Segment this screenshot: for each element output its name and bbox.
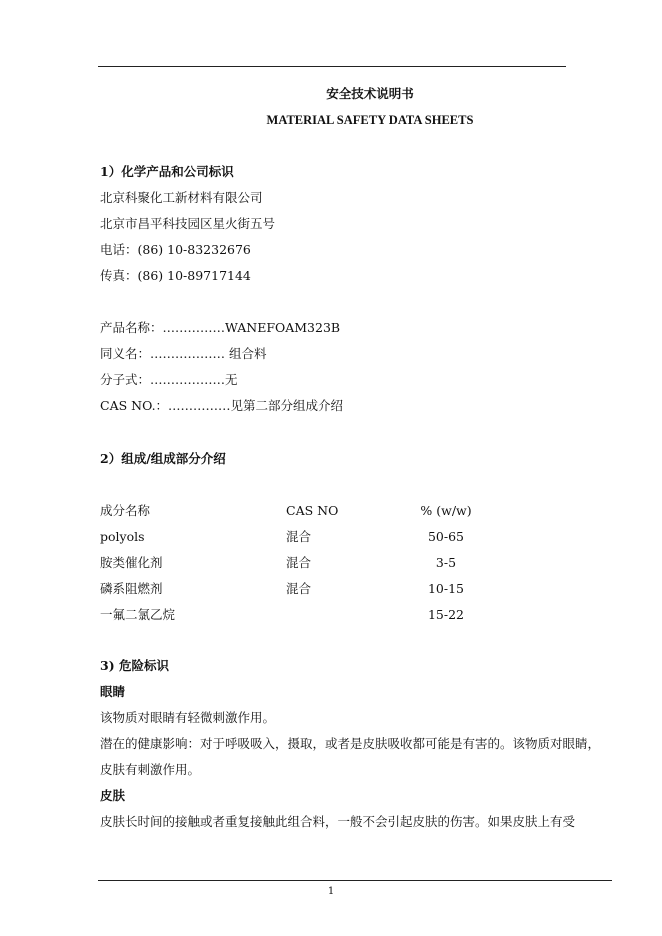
product-cas-no: CAS NO.：……………见第二部分组成介绍 (100, 398, 344, 413)
table-cell: 3-5 (435, 555, 457, 570)
company-phone: 电话：(86) 10-83232676 (100, 242, 251, 257)
product-formula: 分子式：………………无 (100, 372, 238, 387)
document-title-cn: 安全技术说明书 (326, 86, 414, 101)
company-name: 北京科聚化工新材料有限公司 (100, 190, 263, 205)
section-1-heading: 1）化学产品和公司标识 (100, 164, 234, 179)
header-rule (98, 66, 566, 67)
company-address: 北京市昌平科技园区星火街五号 (100, 216, 276, 231)
skin-paragraph: 皮肤长时间的接触或者重复接触此组合料，一般不会引起皮肤的伤害。如果皮肤上有受 (100, 814, 576, 829)
table-cell: 磷系阻燃剂 (100, 581, 163, 596)
table-cell: 50-65 (427, 529, 465, 544)
document-title-en: MATERIAL SAFETY DATA SHEETS (266, 113, 474, 127)
footer-rule (98, 880, 612, 881)
table-cell: 混合 (286, 555, 312, 570)
eyes-paragraph: 该物质对眼睛有轻微刺激作用。 (100, 710, 276, 725)
table-header-component: 成分名称 (100, 503, 151, 518)
eyes-heading: 眼睛 (100, 684, 126, 699)
page-number: 1 (327, 886, 335, 897)
table-header-percent: % (w/w) (420, 503, 472, 518)
table-header-cas: CAS NO (286, 503, 339, 518)
product-name: 产品名称：……………WANEFOAM323B (100, 320, 341, 335)
table-cell: 胺类催化剂 (100, 555, 163, 570)
company-fax: 传真：(86) 10-89717144 (100, 268, 251, 283)
section-3-heading: 3) 危险标识 (100, 658, 169, 673)
table-cell: 一氟二氯乙烷 (100, 607, 176, 622)
table-cell: 混合 (286, 529, 312, 544)
health-effects-paragraph: 潜在的健康影响：对于呼吸吸入，摄取，或者是皮肤吸收都可能是有害的。该物质对眼睛，皮肤有刺激作用。 (100, 736, 601, 777)
section-2-heading: 2）组成/组成部分介绍 (100, 451, 226, 466)
product-synonym: 同义名：……………… 组合料 (100, 346, 267, 361)
table-cell: polyols (100, 529, 145, 544)
table-cell: 10-15 (427, 581, 465, 596)
table-cell: 混合 (286, 581, 312, 596)
skin-heading: 皮肤 (100, 788, 126, 803)
table-cell: 15-22 (427, 607, 465, 622)
